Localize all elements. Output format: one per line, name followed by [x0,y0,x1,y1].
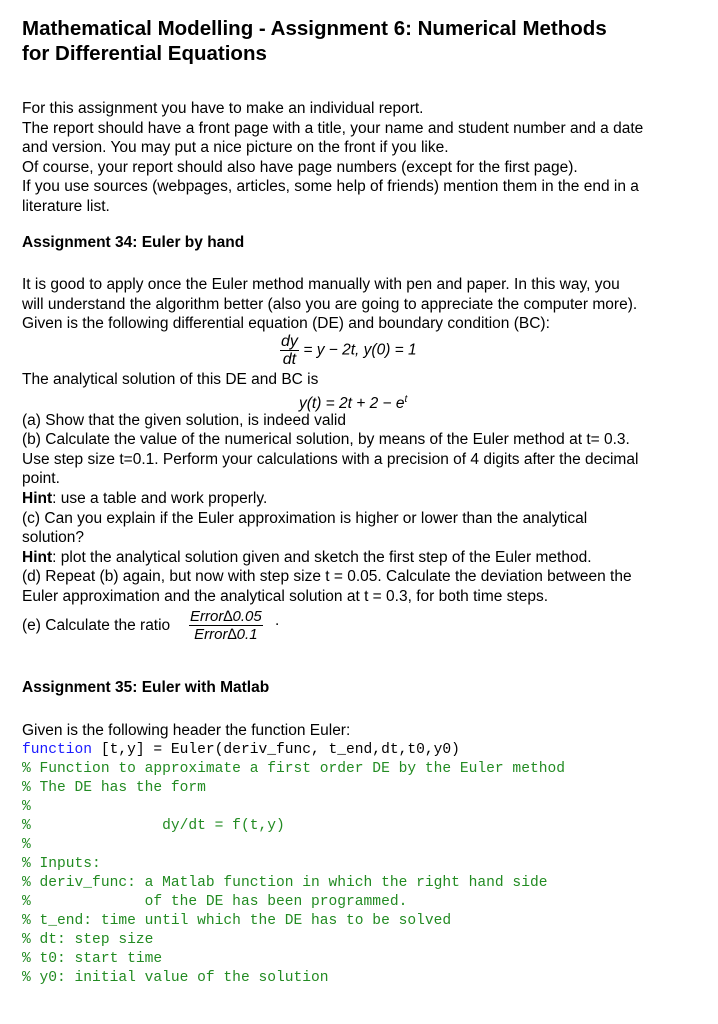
error-ratio-fraction [189,608,263,643]
assignment-35-intro: Given is the following header the function Euler: [22,722,351,740]
item-b-line: point. [22,470,60,488]
intro-paragraph [22,99,694,217]
hint-text: : plot the analytical solution given and sketch the first step of the Euler method. [52,548,592,566]
dy-dt-fraction [280,333,299,368]
code-comment: % [22,798,31,815]
differential-equation [22,334,694,370]
item-c: (c) Can you explain if the Euler approximation is higher or lower than the analytical [22,509,588,527]
code-comment: % t_end: time until which the DE has to be solved [22,912,452,929]
ratio-numerator: Error∆0.05 [190,608,262,626]
item-d: (d) Repeat (b) again, but now with step size t = 0.05. Calculate the deviation between the [22,568,632,586]
item-b: (b) Calculate the value of the numerical solution, by means of the Euler method at t= 0.3. [22,431,630,449]
code-comment: % y0: initial value of the solution [22,969,329,986]
item-e [22,606,694,648]
assignment-34-intro [22,275,694,334]
item-d-line: Euler approximation and the analytical solution at t = 0.3, for both time steps. [22,587,549,605]
intro-line: Of course, your report should also have page numbers (except for the first page). [22,158,578,176]
assignment-35-heading: Assignment 35: Euler with Matlab [22,679,270,697]
document-page [22,16,694,988]
code-comment: % dt: step size [22,931,154,948]
solution-expression: y(t) = 2t + 2 − e [299,394,405,412]
code-comment: % [22,836,31,853]
hint-label: Hint [22,489,53,507]
intro-line: The report should have a front page with a title, your name and student number and a date [22,119,644,137]
code-signature: [t,y] = Euler(deriv_func, t_end,dt,t0,y0) [92,741,460,758]
code-keyword: function [22,741,93,758]
intro-line: For this assignment you have to make an individual report. [22,100,424,117]
code-comment: % The DE has the form [22,779,206,796]
code-comment: % dy/dt = f(t,y) [22,817,285,834]
item-b-line: Use step size t=0.1. Perform your calculations with a precision of 4 digits after the decimal [22,450,639,468]
fraction-numerator: dy [281,332,298,350]
analytical-solution [22,390,694,411]
text-line: It is good to apply once the Euler method manually with pen and paper. In this way, you [22,276,620,294]
assignment-34-heading: Assignment 34: Euler by hand [22,233,245,251]
text-line: will understand the algorithm better (also you are going to appreciate the computer more). [22,295,638,313]
solution-exponent: t [404,393,408,405]
title [22,16,694,66]
ratio-period: . [275,612,280,630]
item-c-line: solution? [22,529,85,547]
code-comment: % t0: start time [22,950,163,967]
hint-text: : use a table and work properly. [52,489,268,507]
code-comment: % of the DE has been programmed. [22,893,408,910]
title-line-2: for Differential Equations [22,42,267,65]
text-line: Given is the following differential equation (DE) and boundary condition (BC): [22,315,550,333]
code-comment: % Function to approximate a first order DE by the Euler method [22,760,565,777]
item-a: (a) Show that the given solution, is indeed valid [22,411,346,429]
code-comment: % Inputs: [22,855,101,872]
code-comment: % deriv_func: a Matlab function in which the right hand side [22,874,548,891]
hint-2 [22,548,694,568]
equation-rhs: = y − 2t, y(0) = 1 [303,341,417,359]
item-e-text: (e) Calculate the ratio [22,617,171,635]
assignment-34-items [22,411,694,607]
hint-1 [22,489,694,509]
analytical-intro: The analytical solution of this DE and BC is [22,370,319,388]
fraction-denominator: dt [282,350,297,368]
title-line-1: Mathematical Modelling - Assignment 6: Numerical Methods [22,17,607,40]
intro-line: If you use sources (webpages, articles, some help of friends) mention them in the end in a [22,178,639,196]
intro-line: literature list. [22,197,110,215]
ratio-denominator: Error∆0.1 [194,626,258,644]
intro-line: and version. You may put a nice picture on the front if you like. [22,139,449,157]
matlab-code-block [22,741,694,988]
hint-label: Hint [22,548,53,566]
